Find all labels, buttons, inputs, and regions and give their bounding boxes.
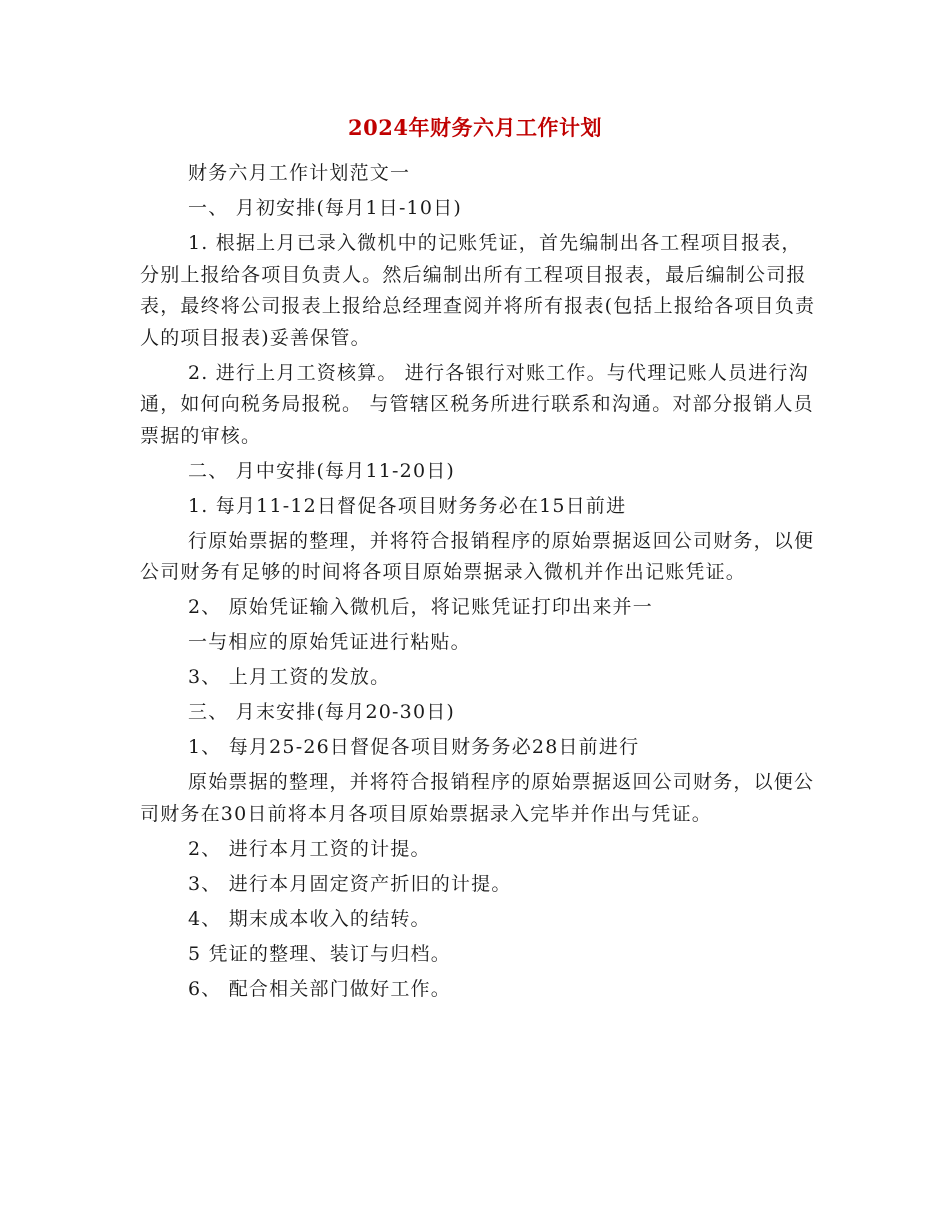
paragraph-end-month-item-5: 5 凭证的整理、装订与归档。	[188, 942, 451, 965]
paragraph-end-month-item-1a: 1、 每月25-26日督促各项目财务务必28日前进行	[188, 736, 640, 758]
paragraph-mid-month-item-2a: 2、 原始凭证输入微机后，将记账凭证打印出来并一	[188, 596, 653, 618]
paragraph-end-month-item-3: 3、 进行本月固定资产折旧的计提。	[188, 872, 512, 895]
paragraph-end-month-item-6: 6、 配合相关部门做好工作。	[188, 977, 451, 1000]
paragraph-mid-month-item-1b: 行原始票据的整理，并将符合报销程序的原始票据返回公司财务，以便公司财务有足够的时间将各项目原始票据录入微机并作出记账凭证。	[140, 529, 815, 583]
paragraph-end-month-item-2: 2、 进行本月工资的计提。	[188, 837, 431, 860]
paragraph-mid-month-item-2b: 一与相应的原始凭证进行粘贴。	[188, 631, 471, 653]
paragraph-end-month-item-4: 4、 期末成本收入的结转。	[188, 907, 431, 930]
paragraph-early-month-item-2: 2. 进行上月工资核算。 进行各银行对账工作。与代理记账人员进行沟通，如何向税务局报税。 与管辖区税务所进行联系和沟通。对部分报销人员票据的审核。	[140, 361, 814, 447]
paragraph-heading-template: 财务六月工作计划范文一	[188, 162, 411, 184]
document-title: 2024年财务六月工作计划	[348, 115, 602, 140]
paragraph-mid-month-item-3: 3、 上月工资的发放。	[188, 666, 391, 688]
paragraph-early-month-item-1: 1. 根据上月已录入微机中的记账凭证，首先编制出各工程项目报表，分别上报给各项目负责人。然后编制出所有工程项目报表，最后编制公司报表，最终将公司报表上报给总经理查阅并将所有报表(包括上报给各项目负责人的项目报表)妥善保管。	[140, 232, 816, 349]
document-body	[140, 158, 820, 1009]
section-heading-early-month: 一、 月初安排(每月1日-10日)	[188, 197, 462, 219]
section-heading-end-month: 三、 月末安排(每月20-30日)	[188, 701, 456, 723]
paragraph-mid-month-item-1a: 1. 每月11-12日督促各项目财务务必在15日前进	[188, 494, 627, 517]
paragraph-end-month-item-1b: 原始票据的整理，并将符合报销程序的原始票据返回公司财务，以便公司财务在30日前将本月各项目原始票据录入完毕并作出与凭证。	[140, 771, 815, 825]
section-heading-mid-month: 二、 月中安排(每月11-20日)	[188, 459, 456, 482]
